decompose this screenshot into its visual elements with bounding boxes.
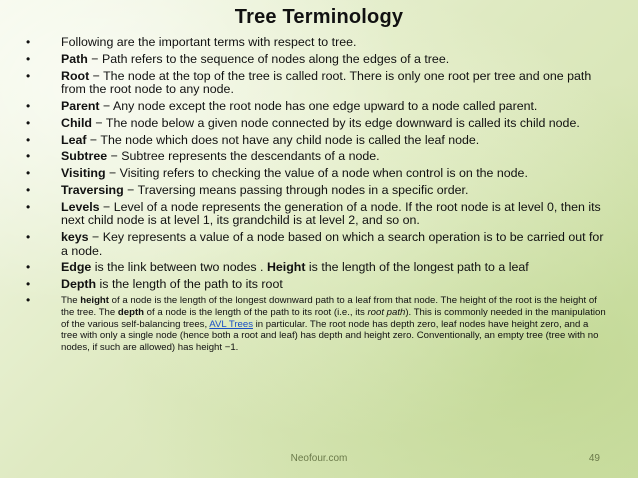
term-text: − Visiting refers to checking the value of a node when control is on the node.	[105, 166, 528, 181]
bullet-icon: •	[26, 277, 31, 292]
detail-text-1: The	[61, 294, 81, 306]
term-label: Traversing	[61, 182, 124, 197]
bullet-icon: •	[26, 115, 31, 130]
list-item-detail	[26, 292, 606, 354]
list-item-levels	[26, 201, 606, 228]
term-label: Root	[61, 68, 90, 83]
term-label-edge: Edge	[61, 260, 92, 275]
list-item-depth	[26, 278, 606, 292]
detail-term-height: height	[80, 294, 109, 306]
bullet-icon: •	[26, 98, 31, 113]
term-text: − Key represents a value of a node based on which a search operation is to be carried out for a node.	[61, 230, 604, 258]
term-label: Path	[61, 51, 88, 66]
term-text-height: is the length of the longest path to a leaf	[305, 260, 529, 275]
bullet-icon: •	[26, 230, 31, 244]
list-item-visiting	[26, 167, 606, 181]
bullet-icon: •	[26, 260, 31, 275]
term-label: Levels	[61, 199, 100, 214]
bullet-icon: •	[26, 132, 31, 147]
list-item-path	[26, 53, 606, 67]
slide-title: Tree Terminology	[234, 6, 404, 28]
term-label: Leaf	[61, 132, 87, 147]
bullet-icon: •	[26, 51, 31, 66]
term-label: Parent	[61, 98, 100, 113]
term-text-edge: is the link between two nodes .	[91, 260, 267, 275]
term-label: keys	[61, 230, 89, 244]
bullet-icon: •	[26, 166, 31, 181]
detail-text-5: in particular. The root node has depth zero, leaf nodes have height zero, and a tree with only a single node (hence both a root and leaf) has depth and height zero. Conventionally, an empty tree (tree with no nodes, if such are allowed) has height −1.	[61, 318, 599, 354]
term-text: − The node below a given node connected by its edge downward is called its child node.	[91, 115, 580, 130]
list-item-subtree	[26, 150, 606, 164]
bullet-icon: •	[26, 199, 31, 214]
detail-text-3: of a node is the length of the path to its root (i.e., its	[144, 306, 368, 318]
bullet-icon: •	[26, 292, 31, 307]
term-text: − Traversing means passing through nodes in a specific order.	[123, 182, 469, 197]
term-label: Subtree	[61, 149, 108, 164]
term-text: − Subtree represents the descendants of a node.	[107, 149, 380, 164]
detail-text-2: of a node is the length of the longest downward path to a leaf from that node. The height of the root is the height of the tree. The	[61, 294, 597, 318]
list-item-intro	[26, 36, 606, 50]
page-number: 49	[588, 453, 600, 464]
term-text: − Level of a node represents the generation of a node. If the root node is at level 0, then its next child node is at level 1, its grandchild is at level 2, and so on.	[61, 199, 601, 228]
list-item-edge-height	[26, 261, 606, 275]
term-text: − Path refers to the sequence of nodes along the edges of a tree.	[87, 51, 450, 66]
term-label: Child	[61, 115, 92, 130]
detail-italic-root-path: root path	[367, 306, 406, 318]
avl-trees-link[interactable]: AVL Trees	[209, 318, 253, 330]
bullet-icon: •	[26, 149, 31, 164]
term-label-height: Height	[266, 260, 306, 275]
list-item-parent	[26, 100, 606, 114]
term-text: Following are the important terms with respect to tree.	[61, 35, 357, 49]
bullet-icon: •	[26, 68, 31, 83]
terminology-list	[26, 36, 606, 357]
list-item-keys	[26, 231, 606, 258]
bullet-icon: •	[26, 182, 31, 197]
footer-source: Neofour.com	[290, 453, 348, 464]
list-item-root	[26, 70, 606, 97]
term-text: − The node at the top of the tree is called root. There is only one root per tree and one path from the root node to any node.	[61, 68, 592, 97]
detail-text-4: ). This is commonly needed in the manipulation of the various self-balancing trees,	[61, 306, 606, 330]
term-text: − The node which does not have any child node is called the leaf node.	[86, 132, 480, 147]
detail-term-depth: depth	[117, 306, 145, 318]
list-item-leaf	[26, 134, 606, 148]
term-text: − Any node except the root node has one edge upward to a node called parent.	[99, 98, 538, 113]
list-item-child	[26, 117, 606, 131]
term-text: is the length of the path to its root	[96, 277, 283, 292]
term-label: Visiting	[61, 166, 106, 181]
term-label: Depth	[61, 277, 97, 292]
list-item-traversing	[26, 184, 606, 198]
bullet-icon: •	[26, 35, 31, 49]
